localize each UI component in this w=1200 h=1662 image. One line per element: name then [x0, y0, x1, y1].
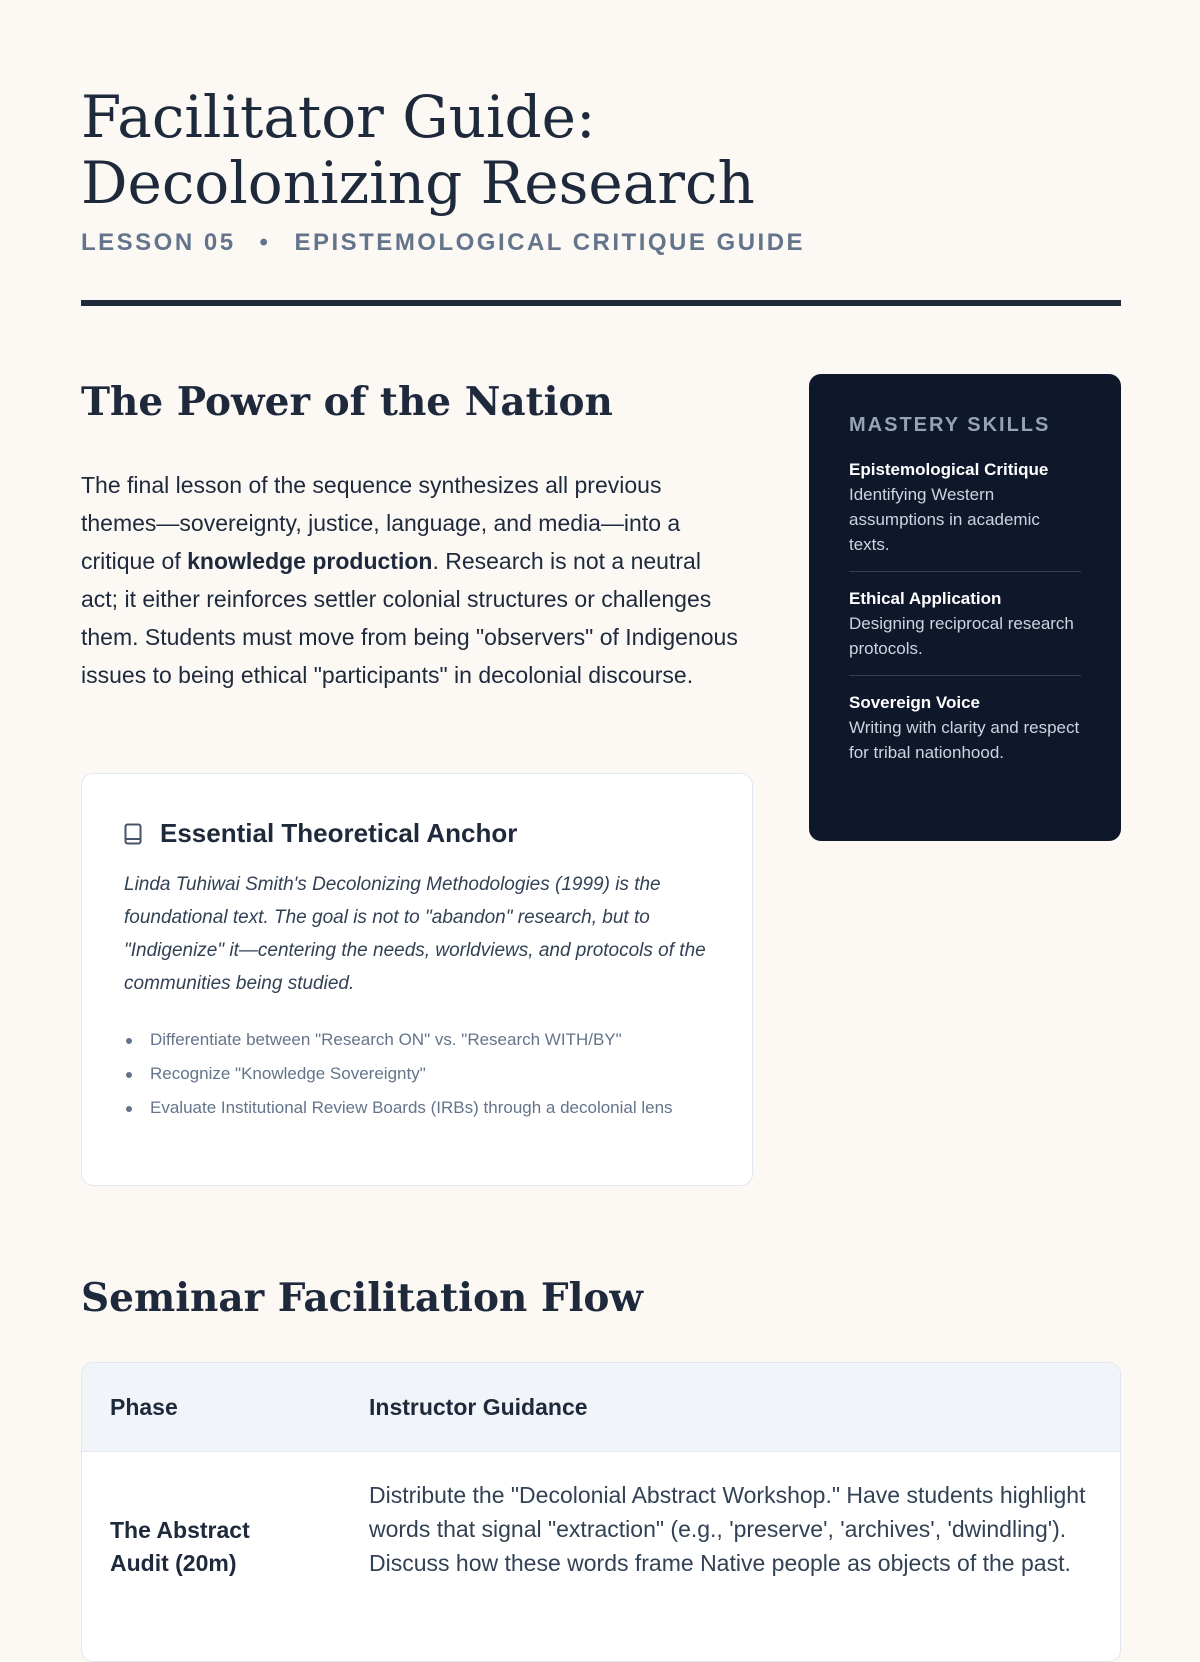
lesson-subtitle: EPISTEMOLOGICAL CRITIQUE GUIDE	[294, 229, 806, 256]
guidance-cell: Distribute the "Decolonial Abstract Workshop." Have students highlight words that signal "extraction" (e.g., 'preserve', 'archives', 'dwindling'). Discuss how these words frame Native people as objects of the past.	[369, 1482, 1086, 1576]
skill-item	[849, 586, 1081, 676]
intro-bold-term: knowledge production	[187, 548, 433, 574]
list-item: Differentiate between "Research ON" vs. "Research WITH/BY"	[124, 1026, 724, 1054]
skill-description: Designing reciprocal research protocols.	[849, 614, 1074, 658]
list-item: Recognize "Knowledge Sovereignty"	[124, 1060, 724, 1088]
section-title-power: The Power of the Nation	[81, 379, 613, 425]
skills-heading: MASTERY SKILLS	[849, 414, 1051, 436]
intro-text-end: . Research is not a neutral act; it either reinforces settler colonial structures or challenges them. Students must move from being "observers" of Indigenous issues to being ethical "participants" in decolonial discourse.	[81, 548, 738, 688]
phase-cell: The Abstract Audit (20m)	[110, 1517, 250, 1576]
anchor-quote: Linda Tuhiwai Smith's Decolonizing Methodologies (1999) is the foundational text. The goal is not to "abandon" research, but to "Indigenize" it—centering the needs, worldviews, and protocols of the communities being studied.	[124, 874, 706, 994]
skill-name: Ethical Application	[849, 589, 1002, 608]
header-divider	[81, 300, 1121, 306]
column-header-guidance: Instructor Guidance	[369, 1394, 588, 1420]
skill-item	[849, 690, 1081, 765]
page-title: Facilitator Guide: Decolonizing Research	[81, 83, 755, 217]
skill-name: Epistemological Critique	[849, 460, 1049, 479]
skill-name: Sovereign Voice	[849, 693, 981, 712]
section-title-flow: Seminar Facilitation Flow	[81, 1275, 643, 1321]
table-row	[82, 1452, 1120, 1662]
book-icon	[124, 823, 142, 845]
facilitation-table	[81, 1362, 1121, 1662]
anchor-title: Essential Theoretical Anchor	[160, 818, 518, 848]
intro-text-start: The final lesson of the sequence synthesizes all previous themes—sovereignty, justice, language, and media—into a critique of	[81, 472, 681, 574]
lesson-number: LESSON 05	[81, 229, 236, 256]
anchor-header	[124, 818, 517, 849]
lesson-meta	[81, 228, 805, 258]
column-header-phase: Phase	[110, 1394, 178, 1420]
skill-description: Identifying Western assumptions in academic texts.	[849, 485, 1040, 554]
list-item: Evaluate Institutional Review Boards (IRBs) through a decolonial lens	[124, 1094, 724, 1122]
table-header	[82, 1363, 1120, 1452]
separator-dot: •	[259, 229, 271, 256]
intro-paragraph	[81, 466, 741, 694]
mastery-skills-card	[809, 374, 1121, 841]
anchor-objectives-list	[124, 1026, 724, 1128]
theoretical-anchor-card	[81, 773, 753, 1186]
skill-description: Writing with clarity and respect for tribal nationhood.	[849, 718, 1080, 762]
skill-item	[849, 457, 1081, 572]
